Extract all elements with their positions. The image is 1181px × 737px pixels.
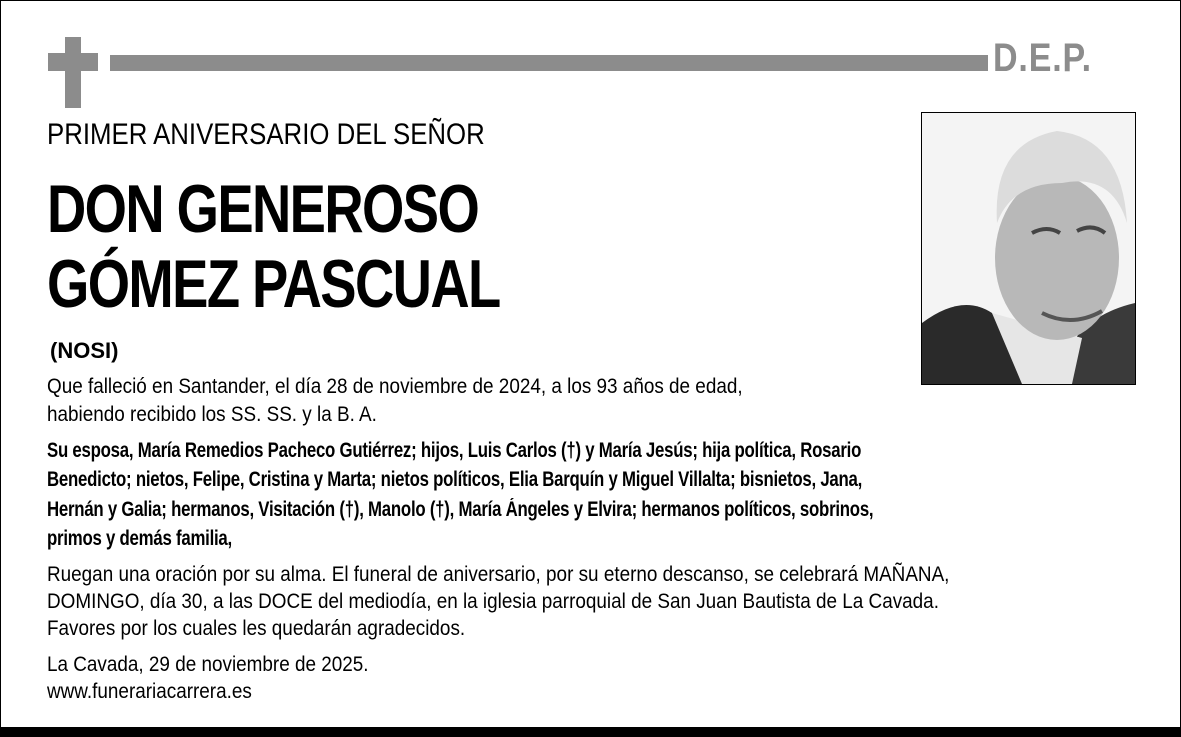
cross-vertical	[65, 37, 81, 108]
request-line: Ruegan una oración por su alma. El funeral de aniversario, por su eterno descanso, se celebrará MAÑANA,	[47, 563, 950, 586]
cross-horizontal	[48, 53, 98, 71]
website-link[interactable]: www.funerariacarrera.es	[47, 680, 252, 703]
portrait-photo	[921, 112, 1136, 385]
family-line: Su esposa, María Remedios Pacheco Gutiérrez; hijos, Luis Carlos (†) y María Jesús; hija política, Rosario	[47, 439, 862, 462]
death-line: Que falleció en Santander, el día 28 de noviembre de 2024, a los 93 años de edad,	[47, 375, 743, 398]
family-line: primos y demás familia,	[47, 527, 232, 550]
nickname: (NOSI)	[50, 338, 119, 363]
name-line-2: GÓMEZ PASCUAL	[47, 246, 500, 322]
portrait-image	[922, 113, 1135, 384]
subtitle: PRIMER ANIVERSARIO DEL SEÑOR	[47, 118, 485, 151]
header-rule	[110, 55, 988, 71]
bottom-border	[0, 727, 1181, 737]
family-line: Benedicto; nietos, Felipe, Cristina y Marta; nietos políticos, Elia Barquín y Miguel Villalta; bisnietos, Jana,	[47, 468, 863, 491]
death-line: habiendo recibido los SS. SS. y la B. A.	[47, 403, 377, 426]
family-line: Hernán y Galia; hermanos, Visitación (†), Manolo (†), María Ángeles y Elvira; hermanos políticos, sobrinos,	[47, 498, 874, 521]
dep-label: D.E.P.	[993, 36, 1092, 80]
name-line-1: DON GENEROSO	[47, 171, 479, 247]
place-date: La Cavada, 29 de noviembre de 2025.	[47, 653, 369, 676]
request-line: DOMINGO, día 30, a las DOCE del mediodía, en la iglesia parroquial de San Juan Bautista de La Cavada.	[47, 590, 939, 613]
request-line: Favores por los cuales les quedarán agradecidos.	[47, 617, 466, 640]
